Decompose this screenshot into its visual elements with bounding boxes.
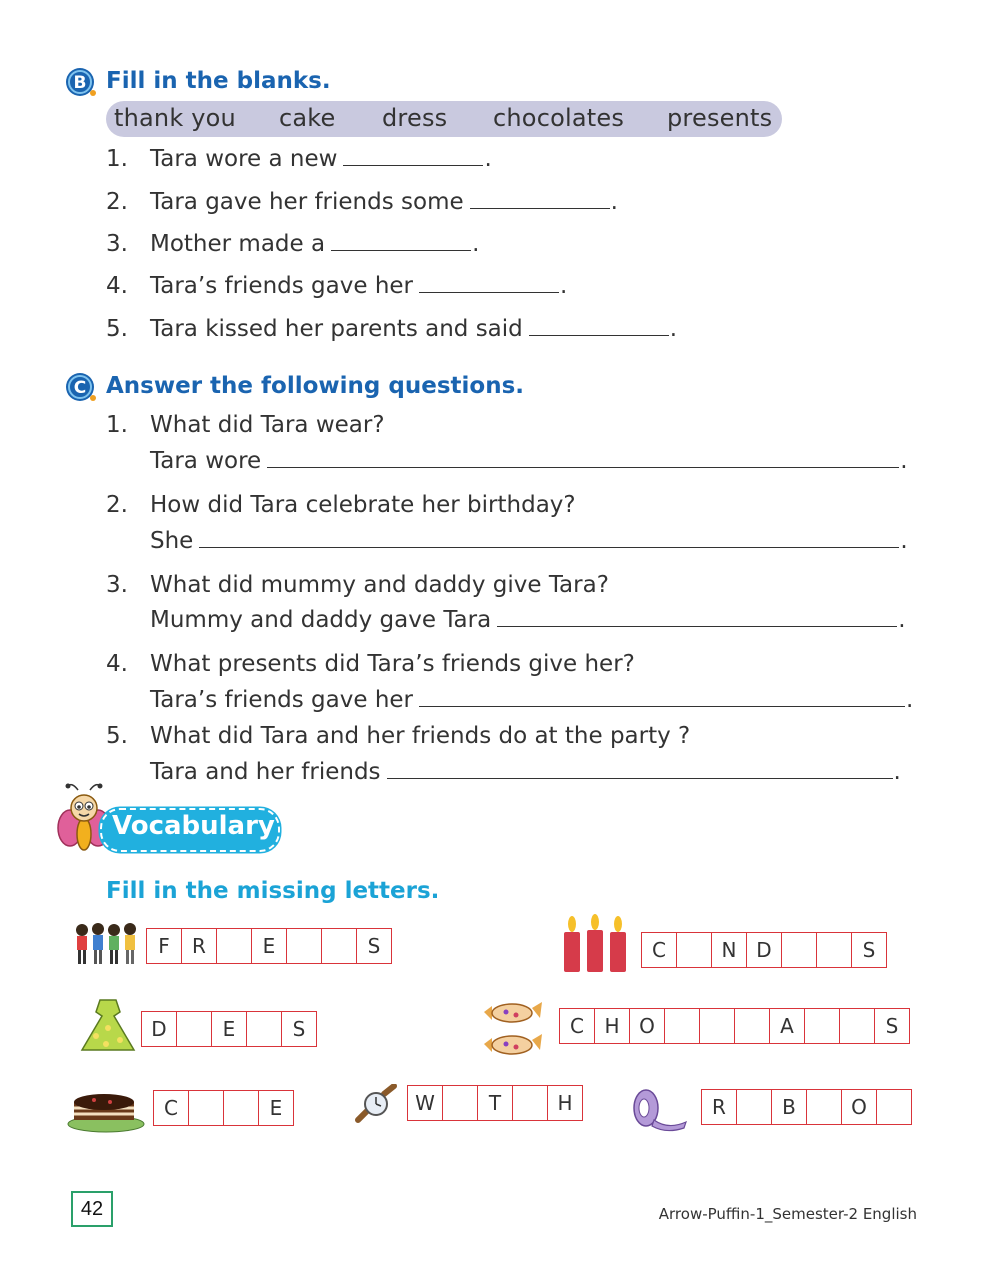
blank-line[interactable]: [199, 529, 899, 548]
missing-letter-cell[interactable]: [513, 1086, 548, 1120]
missing-letter-cell[interactable]: [805, 1009, 840, 1043]
missing-letter-cell[interactable]: [735, 1009, 770, 1043]
missing-letter-cell[interactable]: [817, 933, 852, 967]
given-letter-cell: S: [292, 1017, 306, 1041]
given-letter-cell: N: [712, 933, 747, 967]
missing-letter-cell[interactable]: [807, 1090, 842, 1124]
question-text: How did Tara celebrate her birthday?: [150, 492, 576, 518]
given-letter-cell: E: [252, 929, 287, 963]
given-letter-cell: C: [560, 1009, 595, 1043]
given-letter-cell: B: [772, 1090, 807, 1124]
watch-picture-icon: [354, 1084, 398, 1124]
missing-letter-cell[interactable]: [443, 1086, 478, 1120]
friends-picture-icon: [72, 920, 142, 968]
vocabulary-title: Vocabulary: [112, 811, 275, 841]
item-number: 3.: [106, 231, 128, 257]
dress-picture-icon: [78, 996, 138, 1054]
letter-grid-cake: [153, 1090, 294, 1126]
question-number: 4.: [106, 651, 128, 677]
answer-line: Mummy and daddy gave Tara .: [150, 607, 906, 633]
missing-letter-cell[interactable]: [247, 1012, 282, 1046]
letter-grid-ribbon: [701, 1089, 912, 1125]
blank-line[interactable]: [331, 232, 471, 251]
answer-line: Tara wore .: [150, 448, 908, 474]
given-letter-cell: W: [408, 1086, 443, 1120]
blank-line[interactable]: [419, 274, 559, 293]
given-letter-cell: C: [642, 933, 677, 967]
answer-line: Tara’s friends gave her .: [150, 687, 914, 713]
question-number: 1.: [106, 412, 128, 438]
missing-letter-cell[interactable]: [217, 929, 252, 963]
book-title-footer: Arrow-Puffin-1_Semester-2 English: [658, 1205, 917, 1223]
section-b-title: Fill in the blanks.: [106, 68, 331, 94]
missing-letter-cell[interactable]: [782, 933, 817, 967]
given-letter-cell: D: [142, 1012, 177, 1046]
question-text: What presents did Tara’s friends give her?: [150, 651, 635, 677]
missing-letter-cell[interactable]: [224, 1091, 259, 1125]
given-letter-cell: O: [630, 1009, 665, 1043]
section-c-icon: [64, 371, 98, 403]
given-letter-cell: C: [154, 1091, 189, 1125]
given-letter-cell: E: [212, 1012, 247, 1046]
letter-grid-candles: [641, 932, 887, 968]
missing-letter-cell[interactable]: [287, 929, 322, 963]
item-number: 2.: [106, 189, 128, 215]
blank-line[interactable]: [497, 608, 897, 627]
letter-grid-friends: [146, 928, 392, 964]
blank-line[interactable]: [343, 147, 483, 166]
fill-blank-item: Tara gave her friends some .: [150, 189, 618, 215]
missing-letter-cell[interactable]: [177, 1012, 212, 1046]
fill-blank-item: Mother made a .: [150, 231, 480, 257]
candles-picture-icon: [560, 914, 630, 974]
missing-letter-cell[interactable]: [877, 1090, 911, 1124]
blank-line[interactable]: [529, 317, 669, 336]
question-number: 2.: [106, 492, 128, 518]
word-bank-word: dress: [382, 104, 448, 132]
missing-letter-cell[interactable]: [665, 1009, 700, 1043]
given-letter-cell: A: [770, 1009, 805, 1043]
blank-line[interactable]: [387, 760, 893, 779]
fill-blank-item: Tara’s friends gave her .: [150, 273, 568, 299]
word-bank-word: presents: [667, 104, 773, 132]
given-letter-cell: S: [885, 1014, 899, 1038]
given-letter-cell: E: [269, 1096, 283, 1120]
page-number: 42: [71, 1191, 113, 1227]
word-bank-word: chocolates: [493, 104, 625, 132]
svg-text:C: C: [73, 378, 87, 398]
item-number: 4.: [106, 273, 128, 299]
given-letter-cell: R: [182, 929, 217, 963]
letter-grid-dress: [141, 1011, 317, 1047]
missing-letter-cell[interactable]: [737, 1090, 772, 1124]
given-letter-cell: H: [557, 1091, 573, 1115]
blank-line[interactable]: [470, 190, 610, 209]
item-number: 1.: [106, 146, 128, 172]
question-text: What did Tara and her friends do at the party ?: [150, 723, 691, 749]
section-c-title: Answer the following questions.: [106, 373, 524, 399]
blank-line[interactable]: [267, 449, 899, 468]
ribbon-picture-icon: [628, 1084, 690, 1134]
answer-line: Tara and her friends .: [150, 759, 901, 785]
vocabulary-instruction: Fill in the missing letters.: [106, 878, 440, 904]
missing-letter-cell[interactable]: [840, 1009, 875, 1043]
fill-blank-item: Tara kissed her parents and said .: [150, 316, 678, 342]
word-bank-word: cake: [279, 104, 336, 132]
missing-letter-cell[interactable]: [700, 1009, 735, 1043]
blank-line[interactable]: [419, 688, 905, 707]
given-letter-cell: H: [595, 1009, 630, 1043]
cake-picture-icon: [64, 1080, 148, 1134]
given-letter-cell: T: [478, 1086, 513, 1120]
letter-grid-watch: [407, 1085, 583, 1121]
given-letter-cell: D: [747, 933, 782, 967]
missing-letter-cell[interactable]: [322, 929, 357, 963]
given-letter-cell: S: [862, 938, 876, 962]
section-b-icon: [64, 66, 98, 98]
given-letter-cell: R: [702, 1090, 737, 1124]
item-number: 5.: [106, 316, 128, 342]
given-letter-cell: O: [842, 1090, 877, 1124]
missing-letter-cell[interactable]: [189, 1091, 224, 1125]
word-bank-word: thank you: [114, 104, 236, 132]
fill-blank-item: Tara wore a new .: [150, 146, 492, 172]
question-text: What did mummy and daddy give Tara?: [150, 572, 609, 598]
question-number: 3.: [106, 572, 128, 598]
answer-line: She .: [150, 528, 908, 554]
chocolates-picture-icon: [478, 998, 548, 1060]
svg-text:B: B: [73, 73, 87, 93]
question-number: 5.: [106, 723, 128, 749]
missing-letter-cell[interactable]: [677, 933, 712, 967]
question-text: What did Tara wear?: [150, 412, 385, 438]
given-letter-cell: S: [367, 934, 381, 958]
letter-grid-chocolates: [559, 1008, 910, 1044]
given-letter-cell: F: [147, 929, 182, 963]
